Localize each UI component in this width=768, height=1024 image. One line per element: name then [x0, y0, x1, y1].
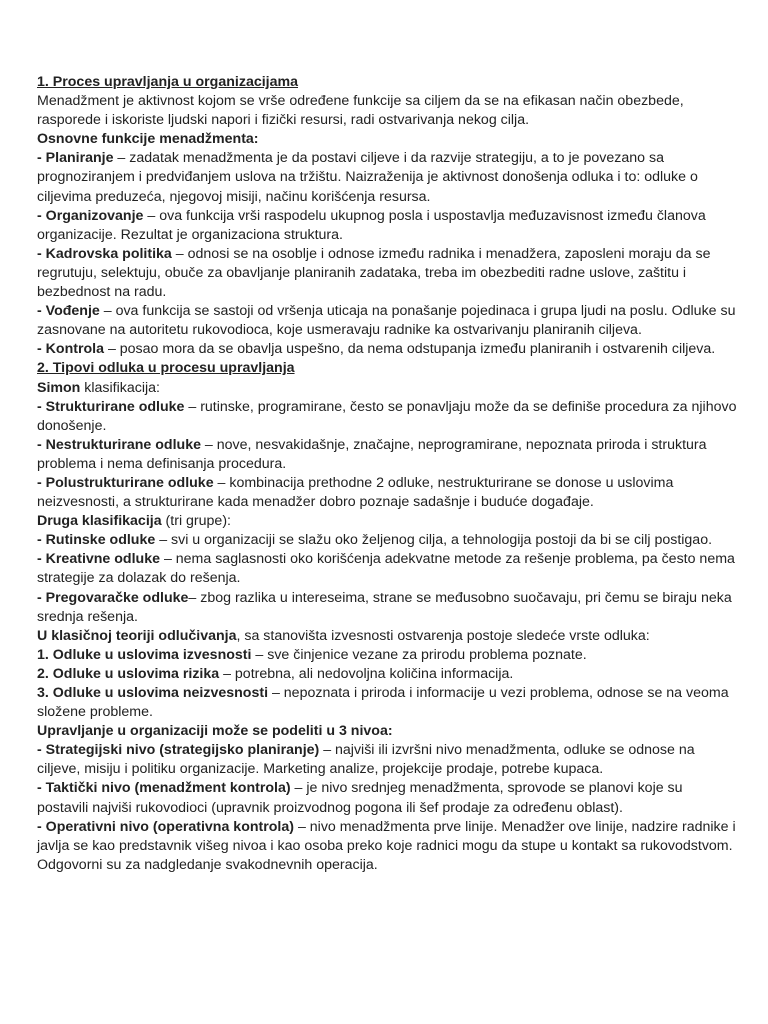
item-operativni-nivo	[37, 818, 737, 875]
item-term: - Operativni nivo (operativna kontrola)	[37, 818, 294, 835]
item-term: - Nestrukturirane odluke	[37, 436, 201, 453]
item-term: - Strategijski nivo (strategijsko planiranje)	[37, 742, 320, 759]
section-1-heading: 1. Proces upravljanja u organizacijama	[37, 74, 299, 90]
item-text: – odnosi se na osoblje i odnose između radnika i menadžera, zaposleni moraju da se regrutuju, selektuju, obuče za obavljanje planiranih zadataka, treba im obezbediti radne uslove, zaštitu i bezbednost na radu.	[37, 245, 711, 301]
item-text: – zbog razlika u intereseima, strane se međusobno suočavaju, pri čemu se biraju neka srednja rešenja.	[37, 589, 732, 625]
nivoi-heading: Upravljanje u organizaciji može se podeliti u 3 nivoa:	[37, 723, 393, 740]
section-2-heading: 2. Tipovi odluka u procesu upravljanja	[37, 360, 295, 377]
item-odluke-izvesnosti	[37, 646, 737, 665]
item-text: – kombinacija prethodne 2 odluke, nestrukturirane se donose u uslovima neizvesnosti, a strukturirane kada menadžer dobro poznaje sadašnje i buduće događaje.	[37, 474, 674, 511]
item-term: - Vođenje	[37, 303, 100, 320]
item-text: – posao mora da se obavlja uspešno, da nema odstupanja između planiranih i ostvarenih ciljeva.	[104, 341, 716, 358]
simon-klasifikacija	[37, 379, 737, 398]
item-text: – zadatak menadžmenta je da postavi ciljeve i da razvije strategiju, a to je povezano sa prognoziranjem i predviđanjem uslova na tržištu. Naizraženija je aktivnost donošenja odluka i to: odluke o ciljevima preduzeća, njegovoj misiji, načinu korišćenja resursa.	[37, 150, 698, 205]
item-strukturirane-odluke	[37, 398, 737, 436]
item-term: 2. Odluke u uslovima rizika	[37, 665, 220, 682]
item-text: klasifikacija:	[80, 379, 160, 396]
item-text: – rutinske, programirane, često se ponavljaju može da se definiše procedura za njihovo donošenje.	[37, 398, 737, 434]
osnovne-funkcije-heading: Osnovne funkcije menadžmenta:	[37, 131, 259, 148]
item-kontrola	[37, 340, 737, 359]
item-text: – sve činjenice vezane za prirodu problema poznate.	[251, 646, 587, 663]
item-odluke-rizika	[37, 665, 737, 684]
item-term: - Kontrola	[37, 341, 104, 358]
item-takticki-nivo	[37, 779, 737, 817]
item-kadrovska-politika	[37, 245, 737, 302]
item-term: - Kadrovska politika	[37, 245, 172, 262]
item-term: - Organizovanje	[37, 207, 144, 224]
item-text: – ova funkcija vrši raspodelu ukupnog posla i uspostavlja međuzavisnost između članova organizacije. Rezultat je organizaciona struktura.	[37, 207, 706, 243]
section-1-intro: Menadžment je aktivnost kojom se vrše određene funkcije sa ciljem da se na efikasan način obezbede, rasporede i iskoriste ljudski napori i fizički resursi, radi ostvarivanja nekog cilja.	[37, 93, 684, 129]
klasicna-teorija	[37, 627, 737, 646]
item-term: Simon	[37, 379, 81, 396]
item-kreativne-odluke	[37, 550, 737, 588]
item-rutinske-odluke	[37, 531, 737, 550]
item-text: (tri grupe):	[161, 513, 231, 530]
item-pregovaracke-odluke	[37, 589, 737, 627]
item-text: – potrebna, ali nedovoljna količina informacija.	[219, 665, 514, 682]
druga-klasifikacija	[37, 512, 737, 531]
document-page	[37, 73, 737, 875]
item-text: – nivo menadžmenta prve linije. Menadžer ove linije, nadzire radnike i javlja se kao predstavnik višeg nivoa i kao osoba preko koje radnici mogu da stupe u kontakt sa rukovodstvom. Odgovorni su za nadgledanje svakodnevnih operacija.	[37, 818, 736, 873]
item-text: – je nivo srednjeg menadžmenta, sprovode se planovi koje su postavili najviši rukovodioci (upravnik proizvodnog pogona ili šef prodaje za određenu oblast).	[37, 780, 683, 816]
item-text: , sa stanovišta izvesnosti ostvarenja postoje sledeće vrste odluka:	[236, 627, 650, 644]
item-text: – najviši ili izvršni nivo menadžmenta, odluke se odnose na ciljeve, misiju i politiku organizacije. Marketing analize, projekcije prodaje, potrebe kupaca.	[37, 742, 695, 778]
item-term: 3. Odluke u uslovima neizvesnosti	[37, 685, 269, 701]
item-term: 1. Odluke u uslovima izvesnosti	[37, 646, 252, 663]
item-planiranje	[37, 149, 737, 206]
item-term: - Planiranje	[37, 150, 114, 167]
item-text: – ova funkcija se sastoji od vršenja uticaja na ponašanje pojedinaca i grupa ljudi na poslu. Odluke su zasnovane na autoritetu rukovodioca, koje usmeravaju radnike ka ostvarivanju planiranih ciljeva.	[37, 303, 736, 339]
item-strategijski-nivo	[37, 741, 737, 779]
item-term: - Pregovaračke odluke	[37, 589, 189, 606]
item-term: U klasičnoj teoriji odlučivanja	[37, 627, 237, 644]
item-organizovanje	[37, 207, 737, 245]
item-polustrukturirane-odluke	[37, 474, 737, 512]
item-term: - Kreativne odluke	[37, 551, 160, 568]
item-text: – nema saglasnosti oko korišćenja adekvatne metode za rešenje problema, pa često nema strategije za dolazak do rešenja.	[37, 551, 735, 587]
item-text: – svi u organizaciji se slažu oko željenog cilja, a tehnologija postoji da bi se cilj postigao.	[155, 532, 713, 549]
item-term: - Polustrukturirane odluke	[37, 474, 214, 491]
item-term: Druga klasifikacija	[37, 513, 162, 530]
item-text: – nepoznata i priroda i informacije u vezi problema, odnose se na veoma složene probleme.	[37, 685, 729, 721]
item-vodjenje	[37, 302, 737, 340]
item-term: - Strukturirane odluke	[37, 398, 185, 415]
item-nestrukturirane-odluke	[37, 436, 737, 474]
item-odluke-neizvesnosti	[37, 684, 737, 722]
item-text: – nove, nesvakidašnje, značajne, neprogramirane, nepoznata priroda i struktura problema i nema definisanja procedura.	[37, 436, 707, 472]
item-term: - Taktički nivo (menadžment kontrola)	[37, 780, 291, 797]
item-term: - Rutinske odluke	[37, 532, 156, 549]
